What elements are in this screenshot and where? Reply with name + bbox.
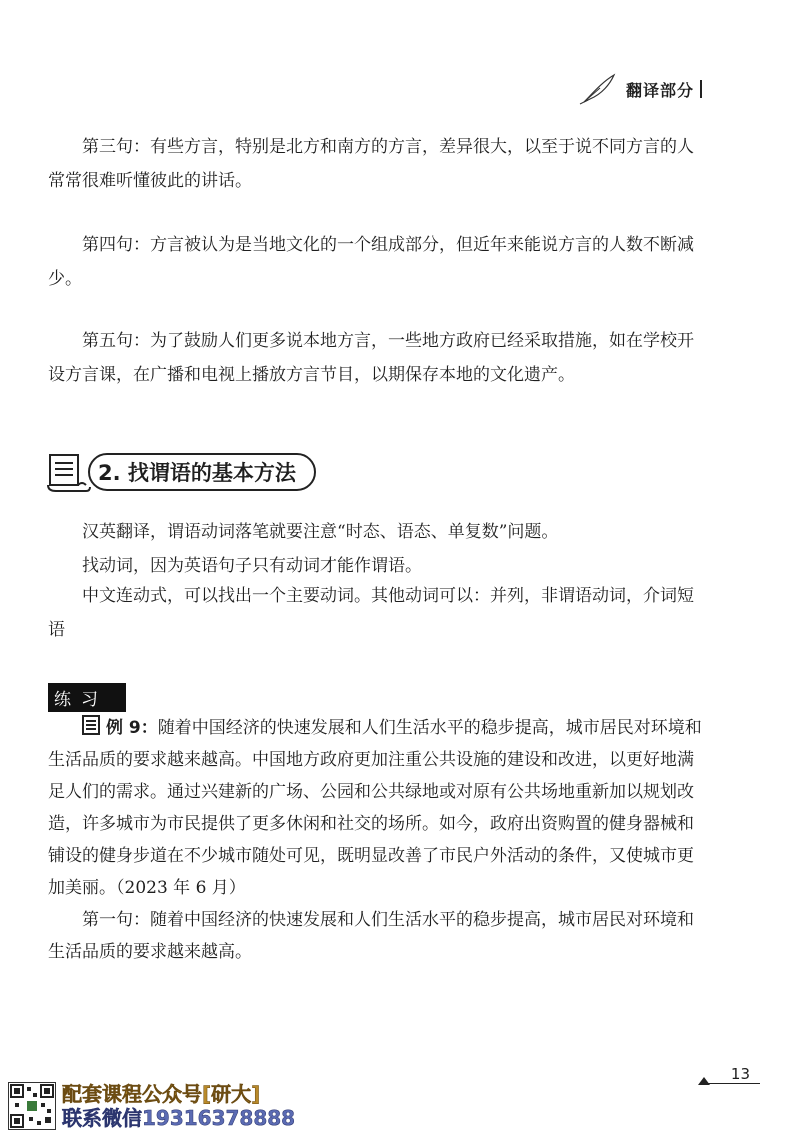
header-divider (700, 80, 702, 98)
section-heading-title: 2. 找谓语的基本方法 (88, 453, 316, 491)
paragraph-sentence-4: 第四句：方言被认为是当地文化的一个组成部分，但近年来能说方言的人数不断减少。 (48, 235, 694, 289)
paragraph-sentence-3: 第三句：有些方言，特别是北方和南方的方言，差异很大，以至于说不同方言的人常常很难听懂彼此的讲话。 (48, 137, 694, 191)
page-rule (706, 1083, 760, 1084)
page-header (578, 72, 702, 106)
section-title: 翻译部分 (625, 80, 694, 100)
exercise-label: 练习 (48, 683, 126, 712)
document-icon (82, 715, 100, 735)
watermark-line-2: 联系微信19316378888 (62, 1106, 296, 1130)
example-paragraph (48, 712, 708, 904)
footer-watermark (8, 1082, 295, 1130)
sentence-1: 第一句：随着中国经济的快速发展和人们生活水平的稳步提高，城市居民对环境和生活品质的要求越来越高。 (48, 910, 694, 962)
method-line-2: 找动词，因为英语句子只有动词才能作谓语。 (82, 556, 422, 576)
page-number: 13 (730, 1065, 750, 1083)
watermark-line-1: 配套课程公众号[研大] (62, 1082, 261, 1106)
section-heading (46, 451, 316, 493)
example-text: 随着中国经济的快速发展和人们生活水平的稳步提高，城市居民对环境和生活品质的要求越来越高。中国地方政府更加注重公共设施的建设和改进，以更好地满足人们的需求。通过兴建新的广场、公园和公共绿地或对原有公共场地重新加以规划改造，许多城市为市民提供了更多休闲和社交的场所。如今，政府出资购置的健身器械和铺设的健身步道在不少城市随处可见，既明显改善了市民户外活动的条件，又使城市更加美丽。（2023 年 6 月） (48, 718, 702, 898)
scroll-icon (46, 451, 92, 493)
quill-icon (578, 72, 618, 106)
example-number: 例 9： (106, 718, 158, 738)
method-line-3: 中文连动式，可以找出一个主要动词。其他动词可以：并列，非谓语动词，介词短语 (48, 586, 694, 640)
method-line-1: 汉英翻译，谓语动词落笔就要注意“时态、语态、单复数”问题。 (82, 522, 559, 542)
paragraph-sentence-5: 第五句：为了鼓励人们更多说本地方言，一些地方政府已经采取措施，如在学校开设方言课，在广播和电视上播放方言节目，以期保存本地的文化遗产。 (48, 331, 694, 385)
qr-code-icon (8, 1082, 56, 1130)
